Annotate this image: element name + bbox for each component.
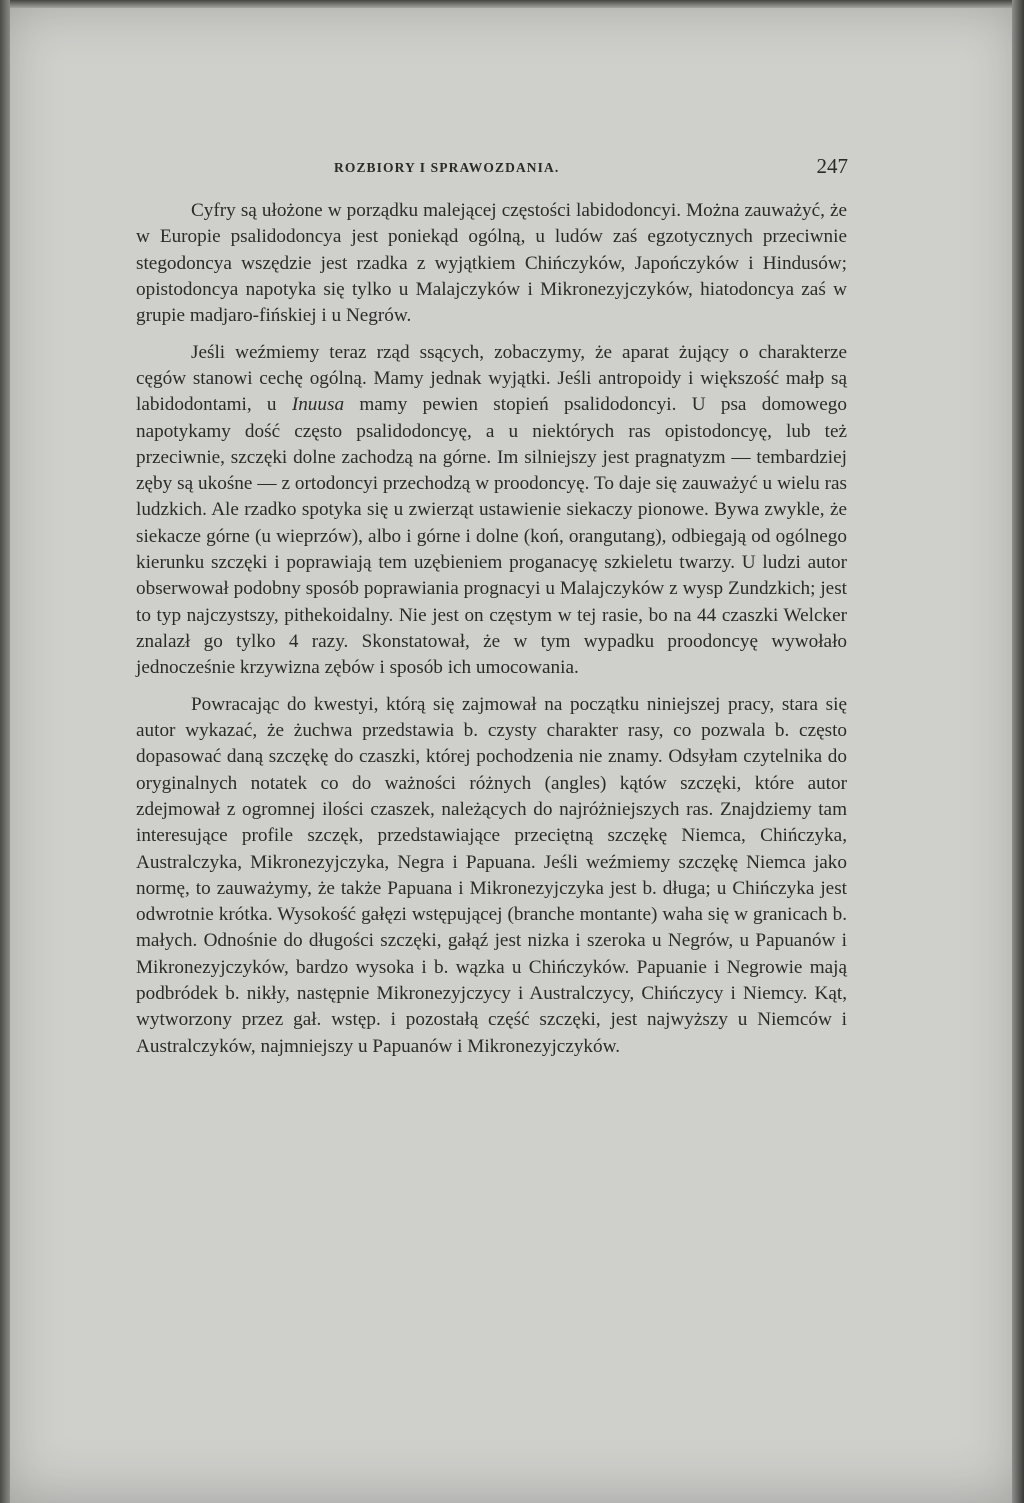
body-text [136, 198, 847, 1070]
paragraph-2-part-2: mamy pewien stopień psalidodoncyi. U psa domowego napotykamy dość często psalidodoncyę, a u niektórych ras opistodoncyę, lub też przeciwnie, szczęki dolne zachodzą na górne. Im silniejszy jest pragnatyzm — tembardziej zęby są ukośne — z ortodoncyi przechodzą w proodoncyę. To daje się zauważyć u wielu ras ludzkich. Ale rzadko spotyka się u zwierząt ustawienie siekaczy pionowe. Bywa zwykle, że siekacze górne (u wieprzów), albo i górne i dolne (koń, orangutang), odbiegają od ogólnego kierunku szczęki i poprawiają tem uzębieniem proganacyę szkieletu twarzy. U ludzi autor obserwował podobny sposób poprawiania prognacyi u Malajczyków z wysp Zundzkich; jest to typ najczystszy, pithekoidalny. Nie jest on częstym w tej rasie, bo na 44 czaszki Welcker znalazł go tylko 4 razy. Skonstatował, że w tym wypadku proodoncyę wywołało jednocześnie krzywizna zębów i sposób ich umocowania. [136, 394, 847, 679]
page-top-shadow [0, 0, 1024, 8]
italic-term: Inuusa [291, 394, 345, 416]
page-number: 247 [816, 154, 848, 178]
page-left-shadow [0, 0, 10, 1503]
paragraph-2-part-1: Jeśli weźmiemy teraz rząd ssących, zobaczymy, że aparat żujący o charakterze cęgów stanowi cechę ogólną. Mamy jednak wyjątki. Jeśli antropoidy i większość małp są labidodontami, u [136, 341, 847, 416]
paragraph-1: Cyfry są ułożone w porządku malejącej częstości labidodoncyi. Można zauważyć, że w Europie psalidodoncya jest poniekąd ogólną, u ludów zaś egzotycznych przeciwnie stegodoncya wszędzie jest rzadka z wyjątkiem Chińczyków, Japończyków i Hindusów; opistodoncya napotyka się tylko u Malajczyków i Mikronezyjczyków, hiatodoncya zaś w grupie madjaro-fińskiej i u Negrów. [136, 200, 847, 327]
paragraph-3: Powracając do kwestyi, którą się zajmował na początku niniejszej pracy, stara się autor wykazać, że żuchwa przedstawia b. czysty charakter rasy, co pozwala b. często dopasować daną szczękę do czaszki, której pochodzenia nie znamy. Odsyłam czytelnika do oryginalnych notatek co do ważności różnych (angles) kątów szczęki, które autor zdejmował z ogromnej ilości czaszek, należących do najróżniejszych ras. Znajdziemy tam interesujące profile szczęk, przedstawiające przeciętną szczękę Niemca, Chińczyka, Australczyka, Mikronezyjczyka, Negra i Papuana. Jeśli weźmiemy szczękę Niemca jako normę, to zauważymy, że także Papuana i Mikronezyjczyka jest b. długa; u Chińczyka jest odwrotnie krótka. Wysokość gałęzi wstępującej (branche montante) waha się w granicach b. małych. Odnośnie do długości szczęki, gałąź jest nizka i szeroka u Negrów, u Papuanów i Mikronezyjczyków, bardzo wysoka i b. wązka u Chińczyków. Papuanie i Negrowie mają podbródek b. nikły, następnie Mikronezyjczycy i Australczycy, Chińczycy i Niemcy. Kąt, wytworzony przez gał. wstęp. i pozostałą część szczęki, jest najwyższy u Niemców i Australczyków, najmniejszy u Papuanów i Mikronezyjczyków. [136, 693, 847, 1057]
page-right-shadow [1012, 0, 1024, 1503]
running-title: ROZBIORY I SPRAWOZDANIA. [334, 160, 560, 175]
running-header [138, 154, 848, 184]
paragraph-2 [136, 340, 847, 682]
